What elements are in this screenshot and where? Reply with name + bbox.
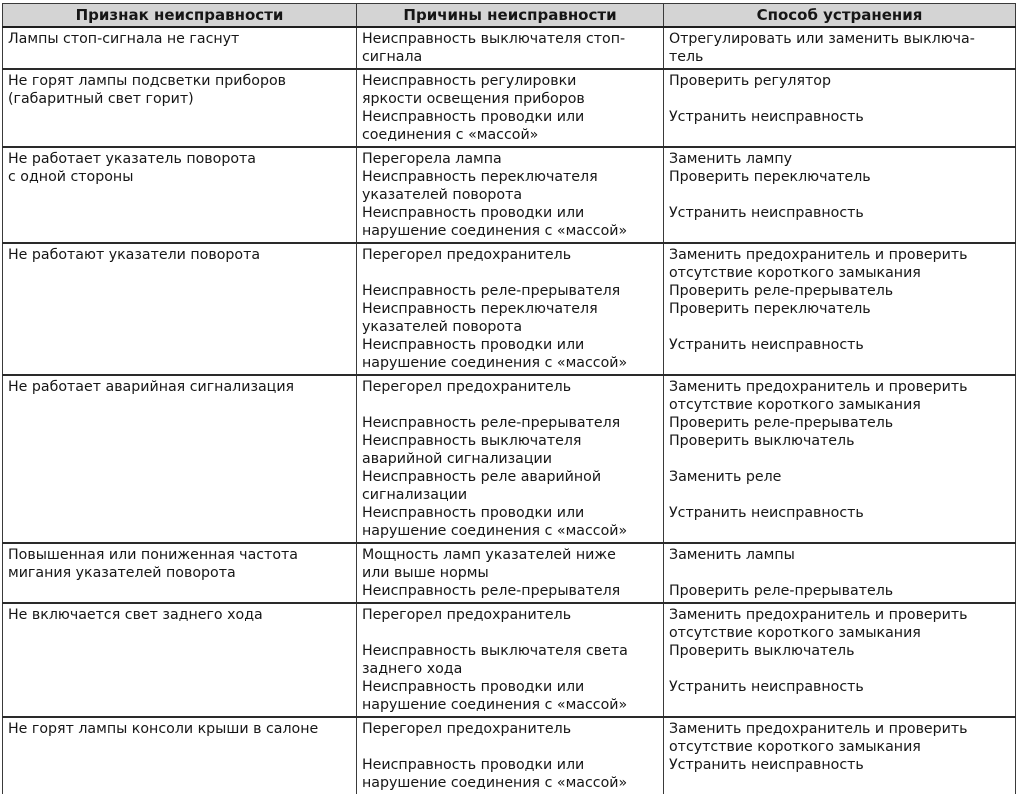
table-row (3, 69, 1016, 147)
cell-line: нарушение соединения с «массой» (362, 697, 628, 713)
cell-line: Не работает указатель поворота (8, 151, 256, 167)
line-spacer (669, 450, 1009, 468)
cell-line: Проверить реле-прерыватель (669, 583, 894, 599)
causes-cell (357, 603, 664, 717)
causes-cell (357, 717, 664, 794)
cell-line: Лампы стоп-сигнала не гаснут (8, 31, 240, 47)
cell-line: Неисправность проводки или (362, 109, 585, 125)
symptom-cell (3, 603, 357, 717)
cell-line: Не работает аварийная сигнализация (8, 379, 295, 395)
causes-cell (357, 69, 664, 147)
cell-line: Перегорела лампа (362, 151, 502, 167)
cell-line: указателей поворота (362, 319, 523, 335)
cell-line: Неисправность реле аварийной (362, 469, 602, 485)
symptom-cell (3, 243, 357, 375)
symptom-cell (3, 717, 357, 794)
cell-line: аварийной сигнализации (362, 451, 552, 467)
cell-line: Неисправность проводки или (362, 757, 585, 773)
fault-table (2, 3, 1016, 794)
cell-line: Отрегулировать или заменить выключа- (669, 31, 975, 47)
cell-line: яркости освещения приборов (362, 91, 585, 107)
cell-line: Устранить неисправность (669, 109, 864, 125)
cell-line: Проверить реле-прерыватель (669, 415, 894, 431)
table-row (3, 243, 1016, 375)
cell-line: Повышенная или пониженная частота (8, 547, 298, 563)
cell-line: Перегорел предохранитель (362, 721, 572, 737)
cell-line: Неисправность проводки или (362, 337, 585, 353)
cell-line: Проверить реле-прерыватель (669, 283, 894, 299)
line-spacer (669, 660, 1009, 678)
cell-line: Устранить неисправность (669, 337, 864, 353)
table-row (3, 717, 1016, 794)
table-row (3, 27, 1016, 69)
cell-line: Заменить реле (669, 469, 782, 485)
cell-line: Неисправность проводки или (362, 205, 585, 221)
cell-line: соединения с «массой» (362, 127, 539, 143)
fix-cell (664, 717, 1016, 794)
cell-line: Заменить лампу (669, 151, 792, 167)
cell-line: Неисправность проводки или (362, 679, 585, 695)
cell-line: Перегорел предохранитель (362, 247, 572, 263)
cell-line: отсутствие короткого замыкания (669, 625, 921, 641)
cell-line: Заменить предохранитель и проверить (669, 721, 968, 737)
cell-line: Неисправность реле-прерывателя (362, 415, 621, 431)
table-row (3, 543, 1016, 603)
causes-cell (357, 543, 664, 603)
fix-cell (664, 543, 1016, 603)
header-row (3, 4, 1016, 28)
line-spacer (362, 264, 657, 282)
causes-cell (357, 243, 664, 375)
fix-cell (664, 69, 1016, 147)
cell-line: указателей поворота (362, 187, 523, 203)
cell-line: Перегорел предохранитель (362, 379, 572, 395)
cell-line: нарушение соединения с «массой» (362, 523, 628, 539)
cell-line: Проверить регулятор (669, 73, 831, 89)
cell-line: Устранить неисправность (669, 205, 864, 221)
table-row (3, 375, 1016, 543)
cell-line: Проверить переключатель (669, 301, 871, 317)
cell-line: заднего хода (362, 661, 463, 677)
table-body (3, 27, 1016, 794)
line-spacer (669, 486, 1009, 504)
fix-cell (664, 375, 1016, 543)
cell-line: отсутствие короткого замыкания (669, 397, 921, 413)
cell-line: Перегорел предохранитель (362, 607, 572, 623)
cell-line: Заменить лампы (669, 547, 795, 563)
cell-line: Проверить выключатель (669, 643, 855, 659)
symptom-cell (3, 147, 357, 243)
cell-line: отсутствие короткого замыкания (669, 265, 921, 281)
header-symptom: Признак неисправности (3, 4, 357, 28)
cell-line: (габаритный свет горит) (8, 91, 194, 107)
cell-line: Неисправность выключателя света (362, 643, 628, 659)
cell-line: Не горят лампы консоли крыши в салоне (8, 721, 319, 737)
symptom-cell (3, 543, 357, 603)
fix-cell (664, 603, 1016, 717)
cell-line: Заменить предохранитель и проверить (669, 607, 968, 623)
cell-line: Устранить неисправность (669, 757, 864, 773)
line-spacer (669, 186, 1009, 204)
causes-cell (357, 147, 664, 243)
fix-cell (664, 243, 1016, 375)
line-spacer (362, 738, 657, 756)
cell-line: нарушение соединения с «массой» (362, 355, 628, 371)
line-spacer (669, 564, 1009, 582)
symptom-cell (3, 375, 357, 543)
cell-line: Неисправность реле-прерывателя (362, 583, 621, 599)
cell-line: мигания указателей поворота (8, 565, 236, 581)
cell-line: Неисправность проводки или (362, 505, 585, 521)
line-spacer (669, 318, 1009, 336)
cell-line: Неисправность реле-прерывателя (362, 283, 621, 299)
cell-line: Устранить неисправность (669, 679, 864, 695)
causes-cell (357, 27, 664, 69)
cell-line: Не работают указатели поворота (8, 247, 261, 263)
cell-line: Не включается свет заднего хода (8, 607, 263, 623)
cell-line: Устранить неисправность (669, 505, 864, 521)
table-row (3, 603, 1016, 717)
cell-line: Проверить выключатель (669, 433, 855, 449)
cell-line: сигнализации (362, 487, 468, 503)
table-row (3, 147, 1016, 243)
cell-line: нарушение соединения с «массой» (362, 223, 628, 239)
cell-line: тель (669, 49, 704, 65)
cell-line: нарушение соединения с «массой» (362, 775, 628, 791)
cell-line: Не горят лампы подсветки приборов (8, 73, 287, 89)
cell-line: сигнала (362, 49, 423, 65)
cell-line: Неисправность выключателя стоп- (362, 31, 626, 47)
cell-line: Проверить переключатель (669, 169, 871, 185)
symptom-cell (3, 27, 357, 69)
symptom-cell (3, 69, 357, 147)
line-spacer (669, 90, 1009, 108)
cell-line: Заменить предохранитель и проверить (669, 379, 968, 395)
cell-line: Неисправность регулировки (362, 73, 577, 89)
fix-cell (664, 27, 1016, 69)
cell-line: с одной стороны (8, 169, 134, 185)
cell-line: Мощность ламп указателей ниже (362, 547, 616, 563)
header-causes: Причины неисправности (357, 4, 664, 28)
cell-line: Неисправность выключателя (362, 433, 582, 449)
cell-line: Неисправность переключателя (362, 301, 598, 317)
line-spacer (362, 396, 657, 414)
causes-cell (357, 375, 664, 543)
cell-line: Неисправность переключателя (362, 169, 598, 185)
cell-line: или выше нормы (362, 565, 489, 581)
cell-line: Заменить предохранитель и проверить (669, 247, 968, 263)
cell-line: отсутствие короткого замыкания (669, 739, 921, 755)
line-spacer (362, 624, 657, 642)
fix-cell (664, 147, 1016, 243)
header-fix: Способ устранения (664, 4, 1016, 28)
